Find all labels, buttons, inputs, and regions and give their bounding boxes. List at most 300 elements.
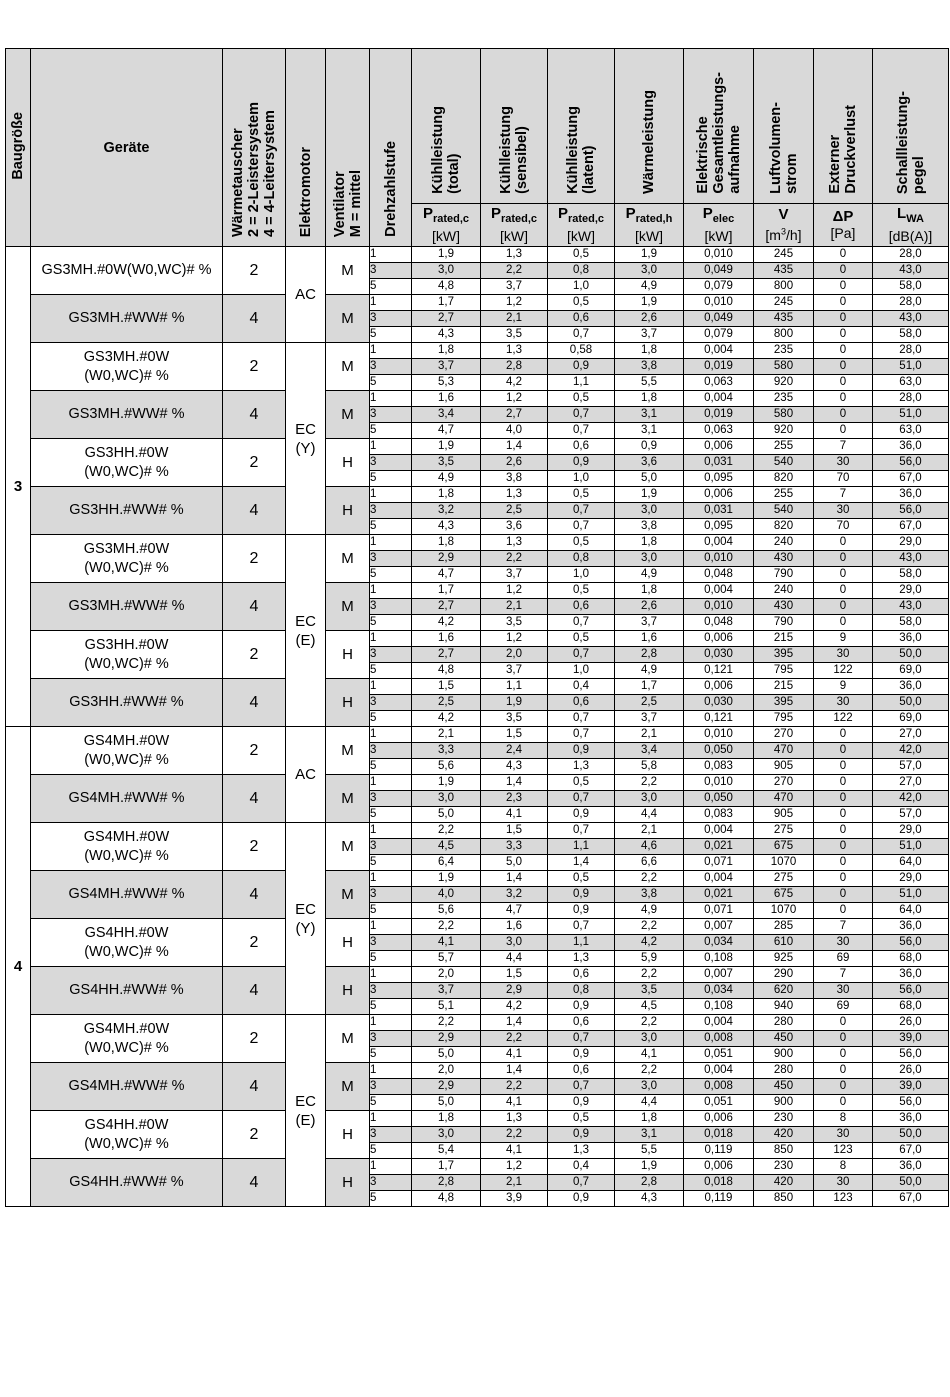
cell-text: GS4HH.#0W: [84, 924, 169, 941]
value-cell: 2,1: [481, 599, 548, 615]
value-cell: 0: [814, 423, 873, 439]
value-cell: 4,8: [412, 663, 481, 679]
table-row: [6, 295, 949, 311]
value-cell: 4,0: [481, 423, 548, 439]
ventilator-cell: H: [326, 439, 370, 487]
value-cell: 64,0: [873, 903, 949, 919]
device-name: [31, 631, 223, 679]
value-cell: 850: [754, 1143, 814, 1159]
value-cell: 900: [754, 1047, 814, 1063]
stage-cell: 3: [370, 599, 412, 615]
stage-cell: 5: [370, 759, 412, 775]
value-cell: 39,0: [873, 1031, 949, 1047]
stage-cell: 5: [370, 423, 412, 439]
value-cell: 0,008: [684, 1031, 754, 1047]
value-cell: 30: [814, 503, 873, 519]
value-cell: 0,031: [684, 503, 754, 519]
value-cell: 435: [754, 311, 814, 327]
cell-text: (W0,WC)# %: [84, 943, 169, 960]
cell-text: EC: [295, 1092, 316, 1110]
value-cell: 0: [814, 311, 873, 327]
value-cell: 3,7: [412, 359, 481, 375]
cell-text: (W0,WC)# %: [84, 463, 169, 480]
stage-cell: 3: [370, 1031, 412, 1047]
value-cell: 68,0: [873, 999, 949, 1015]
header-drehzahlstufe: Drehzahlstufe: [370, 49, 412, 247]
unit-header: [754, 204, 814, 247]
value-cell: 0,083: [684, 807, 754, 823]
value-cell: 1,5: [412, 679, 481, 695]
cell-text: GS4HH.#WW# %: [69, 982, 184, 998]
value-cell: 255: [754, 487, 814, 503]
value-cell: 2,0: [481, 647, 548, 663]
value-cell: 67,0: [873, 519, 949, 535]
value-cell: 0,006: [684, 679, 754, 695]
waermetauscher-cell: 2: [223, 823, 286, 871]
value-cell: 1,7: [412, 1159, 481, 1175]
value-cell: 245: [754, 295, 814, 311]
value-cell: 1,9: [615, 487, 684, 503]
value-cell: 51,0: [873, 887, 949, 903]
value-cell: 4,2: [481, 999, 548, 1015]
device-name: [31, 535, 223, 583]
value-cell: 0,049: [684, 263, 754, 279]
value-cell: 1,6: [615, 631, 684, 647]
table-row: [6, 871, 949, 887]
value-cell: 5,8: [615, 759, 684, 775]
value-cell: 280: [754, 1063, 814, 1079]
device-name: [31, 727, 223, 775]
value-cell: 6,6: [615, 855, 684, 871]
value-cell: 43,0: [873, 311, 949, 327]
stage-cell: 3: [370, 407, 412, 423]
stage-cell: 3: [370, 695, 412, 711]
value-cell: 1,8: [615, 583, 684, 599]
value-cell: 0: [814, 1079, 873, 1095]
value-cell: 0: [814, 1095, 873, 1111]
value-cell: 0: [814, 343, 873, 359]
value-cell: 850: [754, 1191, 814, 1207]
value-cell: 1,8: [412, 487, 481, 503]
value-cell: 0: [814, 391, 873, 407]
value-cell: 0,6: [548, 1015, 615, 1031]
value-cell: 1,2: [481, 391, 548, 407]
value-cell: 230: [754, 1159, 814, 1175]
baugroesse-cell: 4: [6, 727, 31, 1207]
value-cell: 1,8: [615, 343, 684, 359]
value-cell: 0: [814, 615, 873, 631]
ventilator-cell: H: [326, 1159, 370, 1207]
ventilator-cell: M: [326, 1015, 370, 1063]
value-cell: 1,9: [615, 1159, 684, 1175]
cell-text: (W0,WC)# %: [84, 847, 169, 864]
value-cell: 4,8: [412, 279, 481, 295]
table-row: [6, 823, 949, 839]
value-cell: 0,8: [548, 551, 615, 567]
ventilator-cell: M: [326, 583, 370, 631]
value-cell: 0,010: [684, 727, 754, 743]
value-cell: 255: [754, 439, 814, 455]
value-cell: 57,0: [873, 807, 949, 823]
stage-cell: 1: [370, 439, 412, 455]
value-cell: 0,071: [684, 855, 754, 871]
value-cell: 0,004: [684, 1015, 754, 1031]
value-cell: 235: [754, 343, 814, 359]
value-cell: 5,4: [412, 1143, 481, 1159]
value-cell: 43,0: [873, 599, 949, 615]
value-cell: 230: [754, 1111, 814, 1127]
unit-label: [kW]: [635, 228, 663, 244]
value-cell: 0,8: [548, 983, 615, 999]
value-cell: 275: [754, 823, 814, 839]
value-cell: 3,4: [615, 743, 684, 759]
value-cell: 30: [814, 455, 873, 471]
stage-cell: 1: [370, 823, 412, 839]
cell-text: GS3MH.#0W: [83, 348, 170, 365]
value-cell: 0,9: [548, 359, 615, 375]
value-cell: 2,2: [412, 823, 481, 839]
value-cell: 800: [754, 327, 814, 343]
value-cell: 4,2: [615, 935, 684, 951]
value-cell: 0,6: [548, 599, 615, 615]
unit-label: [kW]: [567, 228, 595, 244]
value-cell: 2,1: [615, 823, 684, 839]
value-cell: 2,6: [615, 311, 684, 327]
unit-symbol: $P_{elec}$: [702, 205, 735, 225]
value-cell: 450: [754, 1031, 814, 1047]
value-cell: 4,1: [412, 935, 481, 951]
value-cell: 0,58: [548, 343, 615, 359]
value-cell: 0,6: [548, 967, 615, 983]
device-name: [31, 343, 223, 391]
value-cell: 2,5: [481, 503, 548, 519]
value-cell: 2,4: [481, 743, 548, 759]
device-name: [31, 967, 223, 1015]
value-cell: 0,4: [548, 1159, 615, 1175]
value-cell: 1,4: [548, 855, 615, 871]
table-row: [6, 967, 949, 983]
value-cell: 3,5: [481, 615, 548, 631]
value-cell: 905: [754, 759, 814, 775]
stage-cell: 3: [370, 503, 412, 519]
value-cell: 0: [814, 871, 873, 887]
value-cell: 3,0: [615, 263, 684, 279]
value-cell: 0,004: [684, 535, 754, 551]
value-cell: 0,108: [684, 999, 754, 1015]
value-cell: 67,0: [873, 1143, 949, 1159]
stage-cell: 1: [370, 343, 412, 359]
value-cell: 1,7: [412, 583, 481, 599]
value-cell: 51,0: [873, 359, 949, 375]
value-cell: 28,0: [873, 295, 949, 311]
value-cell: 4,1: [481, 1143, 548, 1159]
value-cell: 3,9: [481, 1191, 548, 1207]
header-elektrisch: Elektrische Gesamtleistungs- aufnahme: [684, 49, 754, 204]
stage-cell: 3: [370, 647, 412, 663]
value-cell: 0,7: [548, 615, 615, 631]
unit-label: [kW]: [500, 228, 528, 244]
value-cell: 56,0: [873, 503, 949, 519]
value-cell: 29,0: [873, 871, 949, 887]
value-cell: 0,7: [548, 327, 615, 343]
value-cell: 58,0: [873, 327, 949, 343]
value-cell: 925: [754, 951, 814, 967]
value-cell: 420: [754, 1175, 814, 1191]
value-cell: 1,3: [481, 343, 548, 359]
value-cell: 2,2: [615, 871, 684, 887]
value-cell: 0,048: [684, 615, 754, 631]
unit-label: [Pa]: [830, 225, 856, 241]
cell-text: (E): [295, 1111, 316, 1129]
value-cell: 0,004: [684, 871, 754, 887]
value-cell: 0,006: [684, 1111, 754, 1127]
stage-cell: 1: [370, 1015, 412, 1031]
unit-symbol: V: [778, 206, 789, 224]
unit-symbol: $P_{rated,c}$: [422, 205, 470, 225]
value-cell: 36,0: [873, 679, 949, 695]
value-cell: 435: [754, 263, 814, 279]
value-cell: 1,2: [481, 583, 548, 599]
cell-text: GS3MH.#WW# %: [68, 598, 185, 614]
value-cell: 920: [754, 375, 814, 391]
stage-cell: 5: [370, 567, 412, 583]
value-cell: 69,0: [873, 663, 949, 679]
value-cell: 470: [754, 791, 814, 807]
value-cell: 2,0: [412, 1063, 481, 1079]
value-cell: 0,9: [548, 1095, 615, 1111]
value-cell: 29,0: [873, 535, 949, 551]
value-cell: 790: [754, 615, 814, 631]
value-cell: 0: [814, 599, 873, 615]
value-cell: 50,0: [873, 1175, 949, 1191]
header-geraete: Geräte: [31, 49, 223, 247]
value-cell: 1,0: [548, 663, 615, 679]
device-name: [31, 295, 223, 343]
cell-text: AC: [295, 286, 316, 303]
value-cell: 29,0: [873, 823, 949, 839]
value-cell: 4,4: [481, 951, 548, 967]
value-cell: 3,6: [615, 455, 684, 471]
value-cell: 2,2: [615, 1015, 684, 1031]
header-schall: Schallleistung- pegel: [873, 49, 949, 204]
value-cell: 123: [814, 1143, 873, 1159]
value-cell: 3,0: [412, 263, 481, 279]
stage-cell: 1: [370, 1111, 412, 1127]
cell-text: GS3HH.#0W: [84, 636, 169, 653]
value-cell: 27,0: [873, 727, 949, 743]
value-cell: 0: [814, 295, 873, 311]
value-cell: 1,0: [548, 567, 615, 583]
value-cell: 0,004: [684, 1063, 754, 1079]
value-cell: 0,010: [684, 247, 754, 263]
ventilator-cell: M: [326, 823, 370, 871]
value-cell: 0,5: [548, 1111, 615, 1127]
stage-cell: 5: [370, 903, 412, 919]
value-cell: 240: [754, 535, 814, 551]
value-cell: 0,031: [684, 455, 754, 471]
stage-cell: 5: [370, 999, 412, 1015]
value-cell: 2,7: [412, 599, 481, 615]
value-cell: 920: [754, 423, 814, 439]
value-cell: 0,004: [684, 391, 754, 407]
value-cell: 2,8: [412, 1175, 481, 1191]
value-cell: 4,2: [412, 615, 481, 631]
value-cell: 5,5: [615, 1143, 684, 1159]
value-cell: 4,4: [615, 807, 684, 823]
value-cell: 0: [814, 327, 873, 343]
value-cell: 0,5: [548, 247, 615, 263]
value-cell: 2,2: [412, 919, 481, 935]
value-cell: 3,7: [615, 615, 684, 631]
cell-text: GS3HH.#WW# %: [69, 694, 184, 710]
value-cell: 0,8: [548, 263, 615, 279]
stage-cell: 5: [370, 375, 412, 391]
value-cell: 0,079: [684, 327, 754, 343]
value-cell: 2,8: [615, 1175, 684, 1191]
value-cell: 4,9: [615, 663, 684, 679]
ventilator-cell: M: [326, 727, 370, 775]
value-cell: 4,5: [615, 999, 684, 1015]
stage-cell: 1: [370, 967, 412, 983]
value-cell: 2,2: [615, 1063, 684, 1079]
table-row: [6, 343, 949, 359]
value-cell: 4,1: [481, 1095, 548, 1111]
value-cell: 5,0: [481, 855, 548, 871]
table-row: [6, 775, 949, 791]
stage-cell: 3: [370, 551, 412, 567]
value-cell: 0,7: [548, 1031, 615, 1047]
stage-cell: 5: [370, 711, 412, 727]
motor-cell: [286, 535, 326, 727]
ventilator-cell: M: [326, 247, 370, 295]
value-cell: 795: [754, 711, 814, 727]
value-cell: 50,0: [873, 695, 949, 711]
value-cell: 70: [814, 519, 873, 535]
value-cell: 122: [814, 663, 873, 679]
waermetauscher-cell: 2: [223, 247, 286, 295]
ventilator-cell: M: [326, 343, 370, 391]
stage-cell: 1: [370, 679, 412, 695]
stage-cell: 1: [370, 919, 412, 935]
stage-cell: 5: [370, 1191, 412, 1207]
value-cell: 30: [814, 1175, 873, 1191]
value-cell: 675: [754, 839, 814, 855]
value-cell: 3,3: [412, 743, 481, 759]
value-cell: 395: [754, 695, 814, 711]
value-cell: 5,1: [412, 999, 481, 1015]
value-cell: 4,5: [412, 839, 481, 855]
stage-cell: 5: [370, 951, 412, 967]
value-cell: 26,0: [873, 1063, 949, 1079]
ventilator-cell: H: [326, 1111, 370, 1159]
ventilator-cell: H: [326, 919, 370, 967]
value-cell: 0: [814, 359, 873, 375]
value-cell: 0,108: [684, 951, 754, 967]
value-cell: 30: [814, 695, 873, 711]
waermetauscher-cell: 4: [223, 967, 286, 1015]
value-cell: 1,1: [548, 935, 615, 951]
value-cell: 2,2: [481, 1079, 548, 1095]
value-cell: 275: [754, 871, 814, 887]
value-cell: 0: [814, 887, 873, 903]
stage-cell: 1: [370, 391, 412, 407]
value-cell: 27,0: [873, 775, 949, 791]
value-cell: 0,050: [684, 743, 754, 759]
value-cell: 1,4: [481, 775, 548, 791]
value-cell: 1,3: [481, 1111, 548, 1127]
table-row: [6, 679, 949, 695]
device-name: [31, 439, 223, 487]
value-cell: 0,9: [548, 807, 615, 823]
stage-cell: 5: [370, 855, 412, 871]
value-cell: 1,9: [412, 247, 481, 263]
value-cell: 0,095: [684, 471, 754, 487]
value-cell: 56,0: [873, 935, 949, 951]
value-cell: 56,0: [873, 983, 949, 999]
value-cell: 1,2: [481, 295, 548, 311]
stage-cell: 1: [370, 487, 412, 503]
stage-cell: 3: [370, 791, 412, 807]
value-cell: 0: [814, 743, 873, 759]
value-cell: 795: [754, 663, 814, 679]
stage-cell: 1: [370, 535, 412, 551]
value-cell: 0,7: [548, 791, 615, 807]
unit-label: [kW]: [704, 228, 733, 244]
value-cell: 0,051: [684, 1047, 754, 1063]
value-cell: 800: [754, 279, 814, 295]
value-cell: 1,8: [412, 343, 481, 359]
value-cell: 430: [754, 551, 814, 567]
value-cell: 0,6: [548, 1063, 615, 1079]
value-cell: 580: [754, 359, 814, 375]
value-cell: 6,4: [412, 855, 481, 871]
value-cell: 1,0: [548, 279, 615, 295]
value-cell: 2,9: [481, 983, 548, 999]
table-row: [6, 439, 949, 455]
value-cell: 123: [814, 1191, 873, 1207]
header-baugroesse: Baugröße: [6, 49, 31, 247]
waermetauscher-cell: 2: [223, 727, 286, 775]
value-cell: 0: [814, 1047, 873, 1063]
value-cell: 0,9: [548, 887, 615, 903]
value-cell: 58,0: [873, 279, 949, 295]
value-cell: 3,7: [481, 567, 548, 583]
value-cell: 0,5: [548, 583, 615, 599]
unit-symbol: $P_{rated,c}$: [490, 205, 538, 225]
value-cell: 2,7: [481, 407, 548, 423]
device-name: [31, 583, 223, 631]
value-cell: 940: [754, 999, 814, 1015]
value-cell: 36,0: [873, 1159, 949, 1175]
header-kuehl-latent: Kühlleistung (latent): [548, 49, 615, 204]
value-cell: 122: [814, 711, 873, 727]
cell-text: GS4MH.#WW# %: [68, 1078, 185, 1094]
value-cell: 0,121: [684, 711, 754, 727]
table-row: [6, 583, 949, 599]
value-cell: 0: [814, 775, 873, 791]
value-cell: 1,9: [615, 295, 684, 311]
value-cell: 4,2: [412, 711, 481, 727]
value-cell: 1,3: [481, 487, 548, 503]
stage-cell: 5: [370, 663, 412, 679]
unit-symbol: $P_{rated,c}$: [557, 205, 605, 225]
cell-text: (W0,WC)# %: [84, 1039, 169, 1056]
value-cell: 0,6: [548, 311, 615, 327]
value-cell: 36,0: [873, 631, 949, 647]
value-cell: 4,7: [412, 567, 481, 583]
value-cell: 1070: [754, 903, 814, 919]
value-cell: 3,7: [481, 279, 548, 295]
